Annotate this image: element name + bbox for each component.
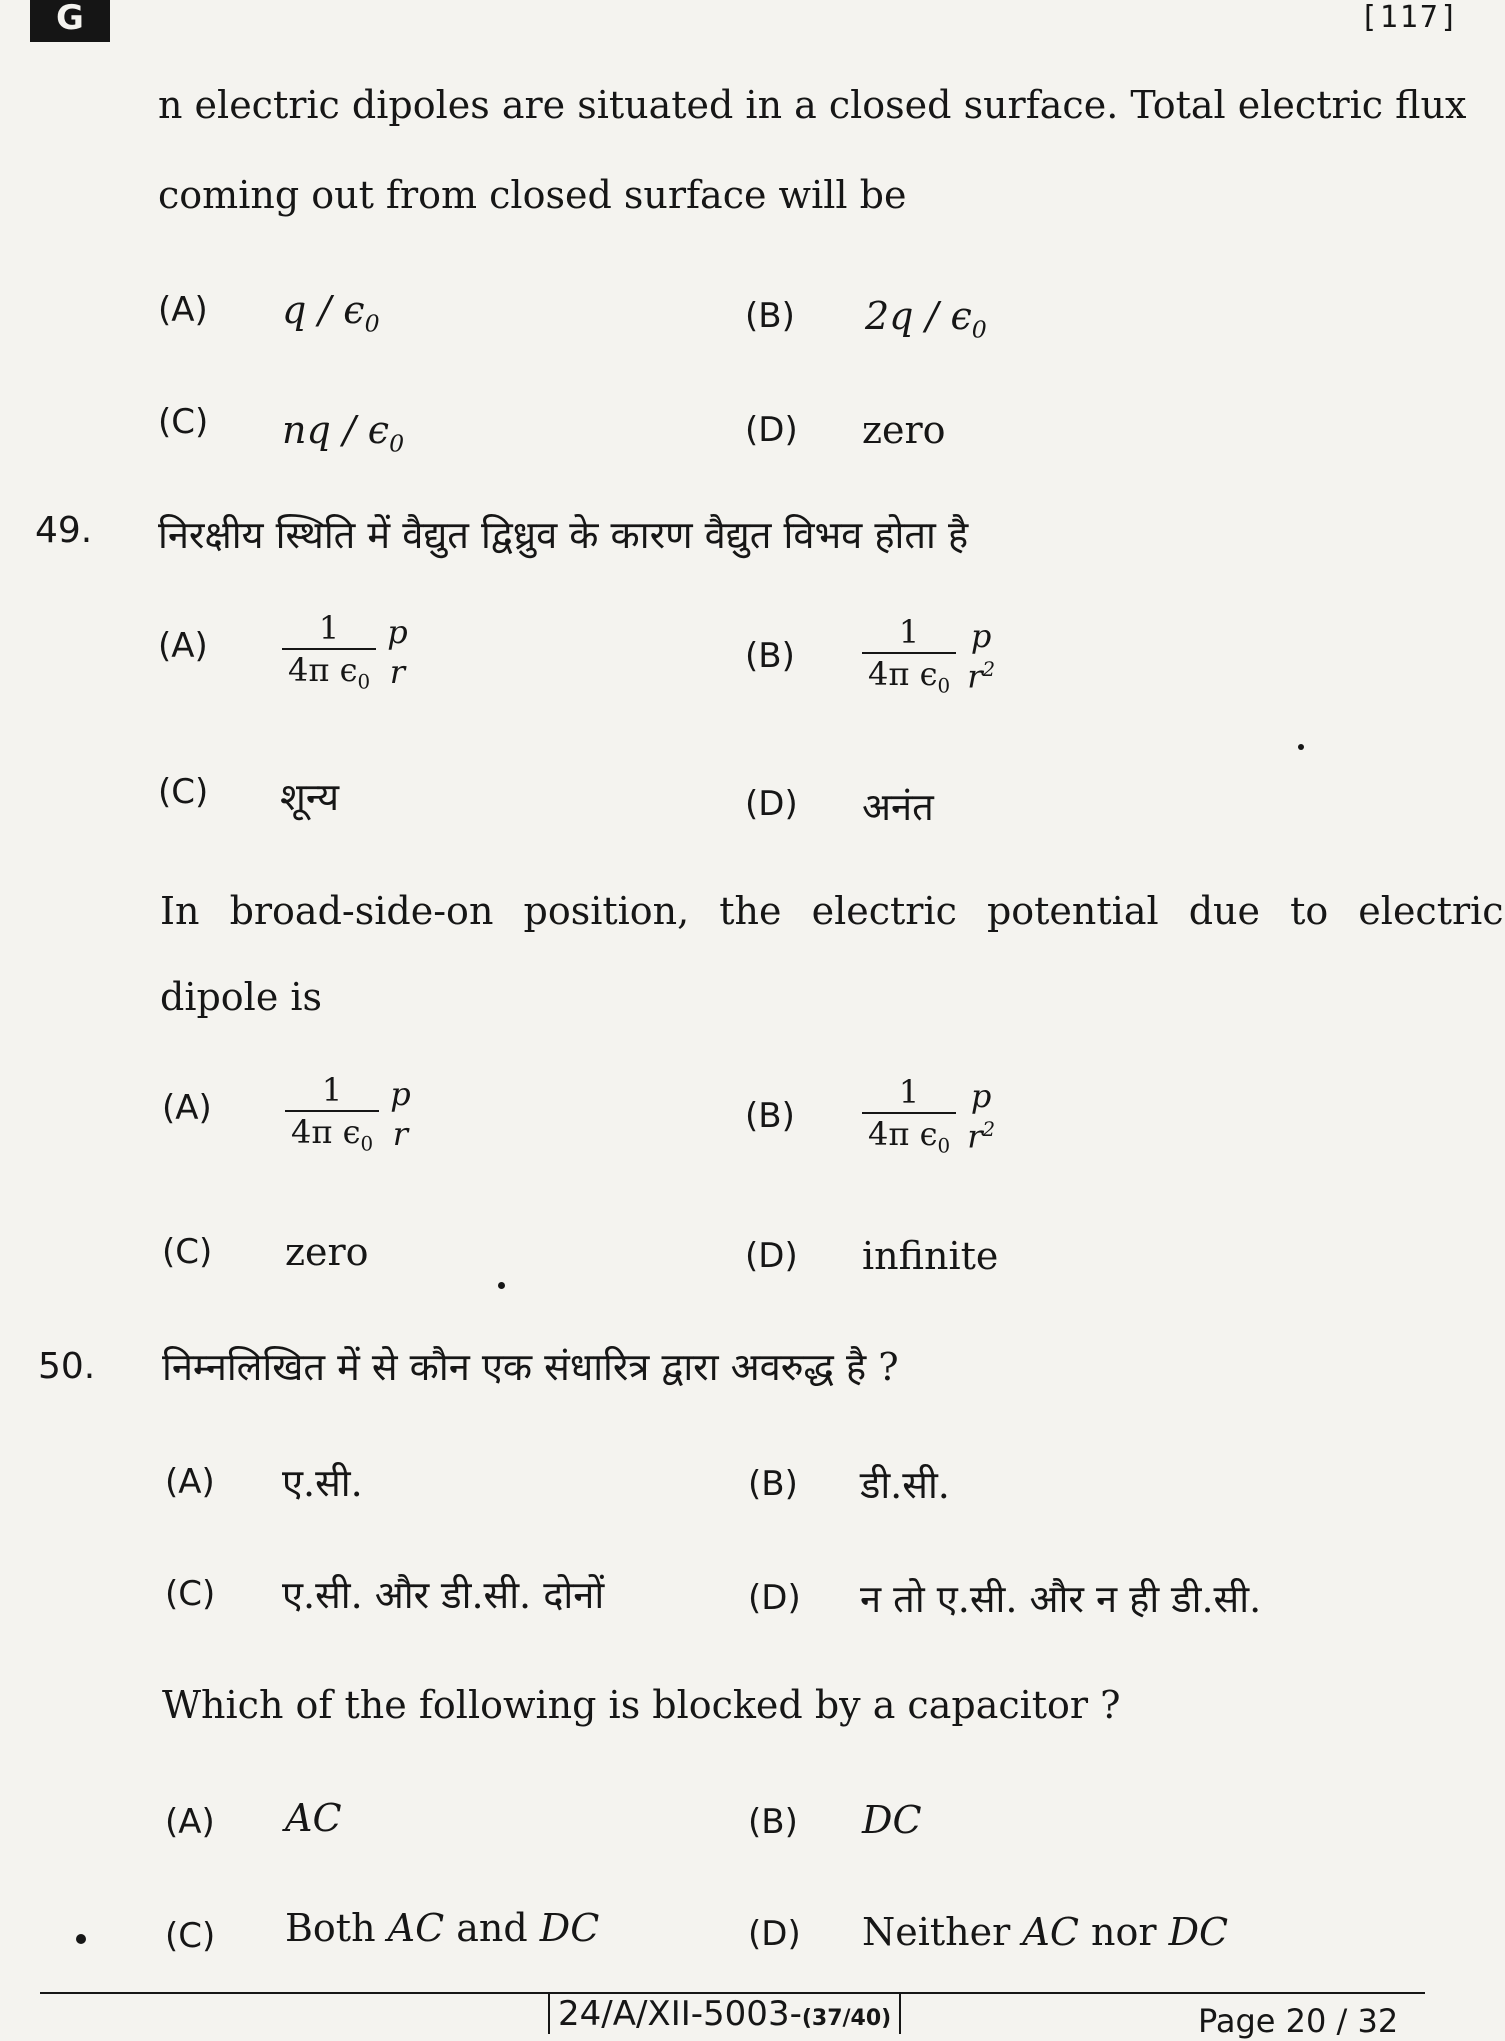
q50-hi-option-c: ए.सी. और डी.सी. दोनों [282, 1573, 605, 1617]
q49-hi-a-frac2 [381, 613, 413, 692]
frac-den-text: 4π ϵ [868, 655, 938, 693]
q48-b-eps: ϵ [950, 294, 972, 338]
q50-en-label-a: (A) [165, 1802, 215, 1842]
frac-den-sub: 0 [357, 670, 371, 694]
bullet-dot [76, 1934, 86, 1944]
q48-option-b [865, 294, 987, 344]
q49-stem-en-line2: dipole is [160, 975, 323, 1019]
c-dc: DC [539, 1906, 600, 1950]
footer-paper-code [548, 1992, 901, 2034]
q48-b-slash: / [913, 294, 951, 338]
q49-hi-label-a: (A) [158, 626, 208, 666]
frac-den-text: 4π ϵ [868, 1115, 938, 1153]
q49-hi-a-frac1 [282, 609, 376, 694]
frac-den-sub: 0 [937, 1134, 951, 1158]
q49-en-label-c: (C) [162, 1232, 213, 1272]
q48-label-a: (A) [158, 290, 208, 330]
d-nor: nor [1078, 1910, 1169, 1954]
q48-b-sub: 0 [971, 315, 987, 344]
q49-hi-option-b [862, 613, 1001, 698]
frac-numerator: 1 [318, 609, 340, 647]
frac-numerator: 1 [898, 1073, 920, 1111]
q49-hi-option-c: शून्य [280, 775, 340, 819]
frac-numerator-p: p [387, 613, 408, 652]
q49-hi-b-frac1 [862, 613, 956, 698]
q49-hi-label-c: (C) [158, 772, 209, 812]
q49-en-a-frac2 [384, 1075, 416, 1154]
q50-en-option-c [285, 1906, 599, 1950]
stray-dot [498, 1282, 505, 1289]
frac-den-text: 4π ϵ [291, 1113, 361, 1151]
q48-stem-line2: coming out from closed surface will be [158, 173, 907, 217]
r-base: r [967, 657, 983, 696]
q48-c-eps: ϵ [367, 408, 390, 452]
frac-denominator-r: r [392, 1115, 409, 1154]
q49-en-option-d: infinite [862, 1234, 999, 1278]
q49-en-label-a: (A) [162, 1088, 212, 1128]
q48-a-eps: ϵ [343, 288, 365, 332]
q49-en-b-frac1 [862, 1073, 956, 1158]
q49-en-a-frac1 [285, 1071, 379, 1156]
q48-b-q: 2q [865, 294, 914, 338]
d-dc: DC [1168, 1910, 1229, 1954]
q50-en-option-a: AC [285, 1796, 342, 1840]
q50-stem-hindi: निम्नलिखित में से कौन एक संधारित्र द्वारा अवरुद्ध है ? [162, 1345, 899, 1389]
q49-en-label-b: (B) [745, 1096, 795, 1136]
frac-numerator-p: p [970, 616, 992, 655]
q50-hi-option-b: डी.सी. [860, 1463, 950, 1507]
q50-en-option-d [862, 1910, 1228, 1954]
q49-en-option-b [862, 1073, 1001, 1158]
frac-numerator-p: p [970, 1076, 992, 1115]
frac-denominator [862, 1112, 956, 1156]
q49-stem-hindi: निरक्षीय स्थिति में वैद्युत द्विध्रुव के कारण वैद्युत विभव होता है [158, 513, 969, 557]
q50-hi-option-d: न तो ए.सी. और न ही डी.सी. [860, 1577, 1262, 1621]
q48-c-sub: 0 [389, 429, 405, 458]
frac-numerator-p: p [390, 1075, 411, 1114]
q50-hi-label-a: (A) [165, 1462, 215, 1502]
q48-option-c [282, 408, 404, 458]
frac-denominator-r: r [389, 653, 406, 692]
frac-den-sub: 0 [937, 674, 951, 698]
q48-a-sub: 0 [364, 309, 380, 338]
frac-denominator [862, 652, 956, 696]
frac-numerator: 1 [898, 613, 920, 651]
q50-en-label-c: (C) [165, 1916, 216, 1956]
r-exponent: 2 [982, 1117, 996, 1141]
q48-c-slash: / [330, 408, 368, 452]
r-base: r [967, 1117, 983, 1156]
c-and: and [444, 1906, 540, 1950]
q50-hi-label-d: (D) [748, 1578, 801, 1618]
q48-c-q: nq [282, 408, 331, 452]
q48-option-a [282, 288, 380, 338]
q49-hi-option-d: अनंत [862, 785, 934, 829]
q49-number: 49. [35, 510, 93, 551]
footer-code-main: 24/A/XII-5003- [558, 1994, 802, 2034]
q48-label-b: (B) [745, 296, 795, 336]
frac-numerator: 1 [321, 1071, 343, 1109]
c-pre: Both [285, 1906, 388, 1950]
q50-hi-label-b: (B) [748, 1464, 798, 1504]
q49-en-b-frac2 [961, 1076, 1001, 1156]
q49-hi-b-frac2 [961, 616, 1001, 696]
q50-stem-en: Which of the following is blocked by a capacitor ? [162, 1683, 1121, 1727]
q48-a-slash: / [306, 288, 344, 332]
q49-hi-label-d: (D) [745, 784, 798, 824]
top-right-mark: [117] [1359, 0, 1460, 35]
q50-en-option-b: DC [862, 1798, 922, 1842]
q49-hi-option-a [282, 609, 414, 694]
footer-page-number: Page 20 / 32 [1198, 2002, 1399, 2040]
frac-denominator [285, 1110, 379, 1154]
q49-hi-label-b: (B) [745, 636, 795, 676]
frac-denominator [282, 648, 376, 692]
q49-en-option-c: zero [285, 1230, 369, 1274]
q49-en-label-d: (D) [745, 1236, 798, 1276]
q49-stem-en-line1: In broad-side-on position, the electric potential due to electric [160, 889, 1504, 933]
q48-a-q: q [282, 288, 307, 332]
frac-den-sub: 0 [360, 1132, 374, 1156]
d-pre: Neither [862, 1910, 1023, 1954]
c-ac: AC [387, 1906, 445, 1950]
q49-en-option-a [285, 1071, 417, 1156]
r-exponent: 2 [982, 657, 996, 681]
frac-denominator-r2 [961, 1116, 1001, 1156]
q50-en-label-d: (D) [748, 1914, 801, 1954]
q50-hi-label-c: (C) [165, 1574, 216, 1614]
q48-option-d: zero [862, 408, 946, 452]
q48-label-c: (C) [158, 402, 209, 442]
footer-code-small: (37/40) [801, 2006, 892, 2031]
d-ac: AC [1022, 1910, 1079, 1954]
q50-number: 50. [38, 1346, 96, 1387]
q50-hi-option-a: ए.सी. [282, 1461, 363, 1505]
corner-letter-badge: G [30, 0, 110, 42]
q48-label-d: (D) [745, 410, 798, 450]
q50-en-label-b: (B) [748, 1802, 798, 1842]
q48-stem-line1: n electric dipoles are situated in a closed surface. Total electric flux [158, 83, 1467, 127]
stray-dot [1298, 744, 1304, 750]
frac-den-text: 4π ϵ [288, 651, 358, 689]
frac-denominator-r2 [961, 656, 1001, 696]
